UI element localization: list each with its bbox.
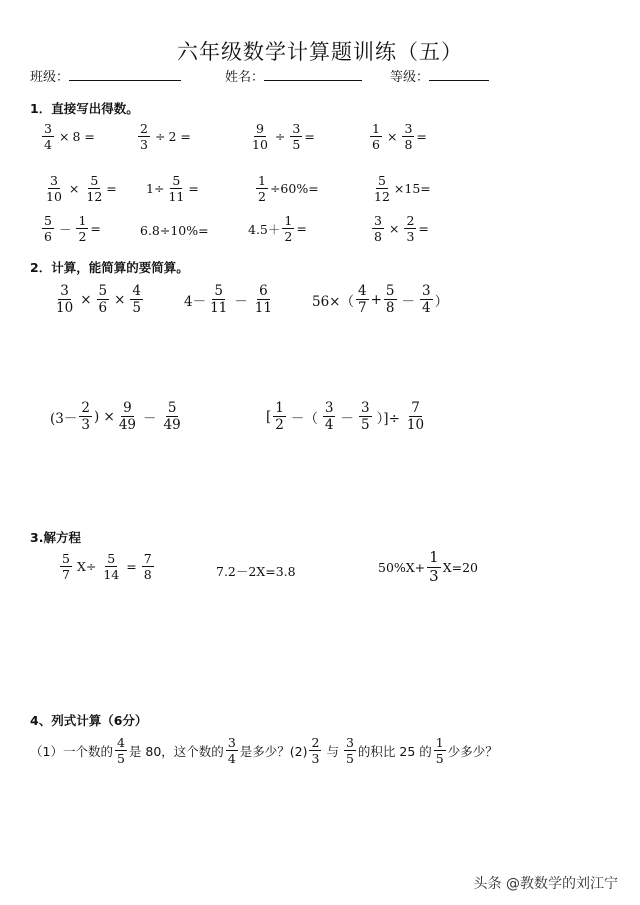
class-label: 班级：: [30, 70, 70, 85]
section-1-heading: 1．直接写出得数。: [30, 101, 139, 116]
fraction: $\frac{5}{12}$: [86, 173, 103, 205]
s3-equation-2: 7.2－2X=3.8: [216, 564, 296, 579]
class-blank: [69, 68, 181, 81]
fraction: $\frac{5}{11}$: [168, 173, 185, 205]
s2-expr-4: (3－ $\frac{2}{3}$ ) × $\frac{9}{49}$ － $\frac{5}{49}$: [50, 400, 181, 434]
s3-equation-3: 50%X+ $\frac{1}{3}$ X=20: [378, 548, 478, 585]
fraction: $\frac{3}{8}$: [374, 213, 382, 245]
fraction: $\frac{3}{10}$: [56, 283, 74, 317]
fraction: $\frac{2}{3}$: [406, 213, 415, 245]
fraction: $\frac{9}{10}$: [252, 121, 268, 153]
s2-expr-3: 56×（ $\frac{4}{7}$ + $\frac{5}{8}$ － $\frac{3}{4}$ ）: [312, 283, 449, 317]
section-4-heading: 4、列式计算（6分）: [30, 713, 148, 728]
name-field: [225, 66, 362, 85]
section-3-heading: 3.解方程: [30, 530, 81, 545]
s1-expr-1: $\frac{3}{4}$ × 8 =: [44, 121, 95, 153]
fraction: $\frac{2}{3}$: [81, 400, 90, 434]
fraction: $\frac{4}{7}$: [358, 283, 367, 317]
fraction: $\frac{1}{2}$: [258, 173, 266, 205]
fraction: $\frac{5}{7}$: [62, 551, 70, 583]
fraction: $\frac{3}{8}$: [404, 121, 413, 153]
s1-expr-5: $\frac{3}{10}$ × $\frac{5}{12}$ =: [46, 173, 117, 205]
fraction: $\frac{3}{5}$: [292, 121, 301, 153]
s1-expr-4: $\frac{1}{6}$ × $\frac{3}{8}$ =: [372, 121, 427, 153]
s1-expr-3: $\frac{9}{10}$ ÷ $\frac{3}{5}$ =: [252, 121, 315, 153]
s3-equation-1: $\frac{5}{7}$ X÷ $\frac{5}{14}$ = $\frac{7}{8}$: [62, 551, 152, 583]
grade-field: [390, 66, 489, 85]
fraction: $\frac{3}{4}$: [227, 735, 236, 767]
fraction: $\frac{4}{5}$: [132, 283, 141, 317]
s1-expr-7: $\frac{1}{2}$ ÷60%=: [258, 173, 319, 205]
fraction: $\frac{3}{5}$: [360, 400, 370, 434]
fraction: $\frac{5}{6}$: [44, 213, 52, 245]
fraction: $\frac{1}{2}$: [275, 400, 284, 434]
fraction: $\frac{7}{8}$: [143, 551, 152, 583]
s1-expr-9: $\frac{5}{6}$ － $\frac{1}{2}$ =: [44, 213, 101, 245]
s1-expr-11: 4.5＋ $\frac{1}{2}$ =: [248, 213, 307, 245]
watermark: 头条 @教数学的刘江宁: [473, 876, 618, 892]
fraction: $\frac{1}{6}$: [372, 121, 380, 153]
fraction: $\frac{9}{49}$: [118, 400, 137, 434]
s1-expr-8: $\frac{5}{12}$ ×15=: [374, 173, 431, 205]
fraction: $\frac{5}{11}$: [210, 283, 228, 317]
s1-expr-6: 1÷ $\frac{5}{11}$ =: [146, 173, 199, 205]
s4-problems: （1）一个数的 $\frac{4}{5}$ 是 80，这个数的 $\frac{3}{4}$ 是多少？(2) $\frac{2}{3}$ 与 $\frac{3}{5}$ 的积比 25 的 $\frac{1}{5}$ 少多少？: [30, 735, 498, 767]
fraction: $\frac{3}{4}$: [44, 121, 52, 153]
fraction: $\frac{1}{5}$: [435, 735, 444, 767]
class-field: [30, 66, 181, 85]
fraction: $\frac{3}{10}$: [46, 173, 62, 205]
s2-expr-2: 4－ $\frac{5}{11}$ － $\frac{6}{11}$: [184, 283, 272, 317]
section-2-heading: 2．计算，能简算的要简算。: [30, 260, 189, 275]
fraction: $\frac{4}{5}$: [116, 735, 125, 767]
fraction: $\frac{2}{3}$: [311, 735, 320, 767]
fraction: $\frac{1}{3}$: [429, 548, 439, 585]
s2-expr-1: $\frac{3}{10}$ × $\frac{5}{6}$ × $\frac{4}{5}$: [56, 283, 141, 317]
fraction: $\frac{5}{49}$: [163, 400, 181, 434]
fraction: $\frac{5}{12}$: [374, 173, 390, 205]
fraction: $\frac{5}{6}$: [98, 283, 108, 317]
fraction: $\frac{1}{2}$: [78, 213, 87, 245]
fraction: $\frac{5}{14}$: [103, 551, 120, 583]
page-title: 六年级数学计算题训练（五）: [177, 40, 463, 64]
name-label: 姓名：: [225, 70, 265, 85]
s2-expr-5: [ $\frac{1}{2}$ －（ $\frac{3}{4}$ － $\frac{3}{5}$ ）]÷ $\frac{7}{10}$: [266, 400, 425, 434]
name-blank: [264, 68, 362, 81]
grade-blank: [429, 68, 489, 81]
fraction: $\frac{2}{3}$: [140, 121, 148, 153]
fraction: $\frac{3}{4}$: [324, 400, 334, 434]
fraction: $\frac{6}{11}$: [254, 283, 272, 317]
fraction: $\frac{3}{4}$: [422, 283, 431, 317]
fraction: $\frac{3}{5}$: [345, 735, 354, 767]
s1-expr-10: 6.8÷10%=: [140, 223, 209, 238]
grade-label: 等级：: [390, 70, 430, 85]
fraction: $\frac{1}{2}$: [284, 213, 293, 245]
fraction: $\frac{7}{10}$: [406, 400, 425, 434]
fraction: $\frac{5}{8}$: [385, 283, 395, 317]
s1-expr-12: $\frac{3}{8}$ × $\frac{2}{3}$ =: [374, 213, 429, 245]
s1-expr-2: $\frac{2}{3}$ ÷ 2 =: [140, 121, 191, 153]
